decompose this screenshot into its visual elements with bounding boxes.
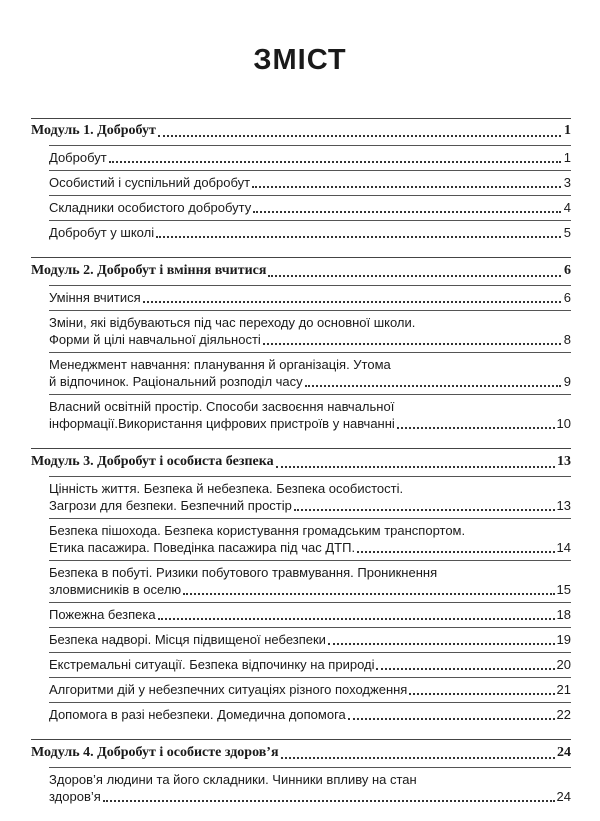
- entry-title-line: Менеджмент навчання: планування й організація. Утома: [49, 357, 391, 372]
- page-number: 10: [556, 416, 571, 431]
- toc-entry[interactable]: [49, 310, 571, 352]
- entry-title: Допомога в разі небезпеки. Домедична допомога: [49, 707, 346, 722]
- dot-leader: [253, 211, 561, 213]
- toc-entry[interactable]: [49, 195, 571, 220]
- toc-module: [31, 257, 571, 436]
- dot-leader: [252, 186, 561, 188]
- page-number: 4: [563, 200, 571, 215]
- toc-entry[interactable]: [49, 170, 571, 195]
- page-number: 6: [563, 290, 571, 305]
- page-number: 1: [563, 150, 571, 165]
- entry-title-line: Загрози для безпеки. Безпечний простір: [49, 498, 292, 513]
- module-title: Модуль 4. Добробут і особисте здоров’я: [31, 745, 279, 760]
- page-number: 18: [556, 607, 571, 622]
- module-heading[interactable]: [31, 448, 571, 476]
- dot-leader: [409, 693, 554, 695]
- page-number: 1: [564, 123, 571, 138]
- toc-entry[interactable]: [49, 767, 571, 809]
- toc-entry[interactable]: [49, 602, 571, 627]
- page-number: 19: [556, 632, 571, 647]
- dot-leader: [276, 466, 555, 468]
- toc-entry[interactable]: [49, 220, 571, 245]
- toc-entry[interactable]: [49, 285, 571, 310]
- dot-leader: [158, 135, 561, 137]
- entry-title-line: Здоров’я людини та його складники. Чинники впливу на стан: [49, 772, 417, 787]
- entry-title: Алгоритми дій у небезпечних ситуаціях різного походження: [49, 682, 408, 697]
- dot-leader: [263, 343, 561, 345]
- toc-entry[interactable]: [49, 145, 571, 170]
- entry-title-line: Цінність життя. Безпека й небезпека. Безпека особистості.: [49, 481, 404, 496]
- module-heading[interactable]: [31, 257, 571, 285]
- dot-leader: [328, 643, 555, 645]
- toc-entry[interactable]: [49, 677, 571, 702]
- dot-leader: [348, 718, 555, 720]
- entry-title-line: зловмисників в оселю: [49, 582, 182, 597]
- dot-leader: [376, 668, 554, 670]
- dot-leader: [103, 800, 555, 802]
- entry-last-line: [49, 497, 571, 514]
- entry-title: Складники особистого добробуту: [49, 200, 252, 215]
- entry-title-line: здоров’я: [49, 789, 101, 804]
- dot-leader: [109, 161, 561, 163]
- toc-entry[interactable]: [49, 652, 571, 677]
- page-number: 9: [563, 374, 571, 389]
- entry-last-line: [49, 788, 571, 805]
- toc-module: [31, 739, 571, 809]
- dot-leader: [294, 509, 555, 511]
- toc-entry[interactable]: [49, 702, 571, 727]
- dot-leader: [357, 551, 554, 553]
- toc-entry[interactable]: [49, 476, 571, 518]
- toc-module: [31, 118, 571, 245]
- entry-title-line: Зміни, які відбуваються під час переходу до основної школи.: [49, 315, 416, 330]
- entry-title-line: Власний освітній простір. Способи засвоєння навчальної: [49, 399, 395, 414]
- entry-title-line: Безпека пішохода. Безпека користування громадським транспортом.: [49, 523, 466, 538]
- module-title: Модуль 1. Добробут: [31, 123, 156, 138]
- module-heading[interactable]: [31, 118, 571, 145]
- dot-leader: [158, 618, 555, 620]
- entry-title: Особистий і суспільний добробут: [49, 175, 251, 190]
- entry-title: Безпека надворі. Місця підвищеної небезпеки: [49, 632, 326, 647]
- dot-leader: [397, 427, 555, 429]
- entry-title: Добробут у школі: [49, 225, 155, 240]
- entry-title: Пожежна безпека: [49, 607, 156, 622]
- module-heading[interactable]: [31, 739, 571, 767]
- table-of-contents: [31, 118, 571, 821]
- entry-title: Екстремальні ситуації. Безпека відпочинку на природі: [49, 657, 375, 672]
- entry-last-line: [49, 581, 571, 598]
- entry-title-line: інформації.Використання цифрових пристроїв у навчанні: [49, 416, 395, 431]
- page-number: 13: [556, 498, 571, 513]
- page-number: 22: [556, 707, 571, 722]
- module-title: Модуль 3. Добробут і особиста безпека: [31, 454, 274, 469]
- dot-leader: [156, 236, 561, 238]
- entry-last-line: [49, 373, 571, 390]
- dot-leader: [281, 757, 555, 759]
- page-number: 20: [556, 657, 571, 672]
- page-number: 15: [556, 582, 571, 597]
- toc-entry[interactable]: [49, 352, 571, 394]
- page-number: 5: [563, 225, 571, 240]
- toc-module: [31, 448, 571, 727]
- dot-leader: [305, 385, 561, 387]
- toc-entry[interactable]: [49, 560, 571, 602]
- dot-leader: [183, 593, 554, 595]
- page-number: 6: [564, 263, 571, 278]
- page-number: 21: [556, 682, 571, 697]
- dot-leader: [268, 275, 561, 277]
- page-number: 8: [563, 332, 571, 347]
- page-title: ЗМІСТ: [253, 44, 347, 76]
- page-number: 14: [556, 540, 571, 555]
- entry-last-line: [49, 331, 571, 348]
- toc-entry[interactable]: [49, 518, 571, 560]
- toc-entry[interactable]: [49, 627, 571, 652]
- dot-leader: [143, 301, 561, 303]
- entry-last-line: [49, 415, 571, 432]
- entry-title: Уміння вчитися: [49, 290, 141, 305]
- page-number: 24: [557, 745, 571, 760]
- entry-title-line: й відпочинок. Раціональний розподіл часу: [49, 374, 303, 389]
- entry-last-line: [49, 539, 571, 556]
- page-number: 13: [557, 454, 571, 469]
- entry-title-line: Безпека в побуті. Ризики побутового травмування. Проникнення: [49, 565, 438, 580]
- toc-entry[interactable]: [49, 394, 571, 436]
- entry-title: Добробут: [49, 150, 107, 165]
- module-title: Модуль 2. Добробут і вміння вчитися: [31, 263, 267, 278]
- entry-title-line: Етика пасажира. Поведінка пасажира під час ДТП.: [49, 540, 356, 555]
- page-number: 3: [563, 175, 571, 190]
- entry-title-line: Форми й цілі навчальної діяльності: [49, 332, 261, 347]
- page-number: 24: [556, 789, 571, 804]
